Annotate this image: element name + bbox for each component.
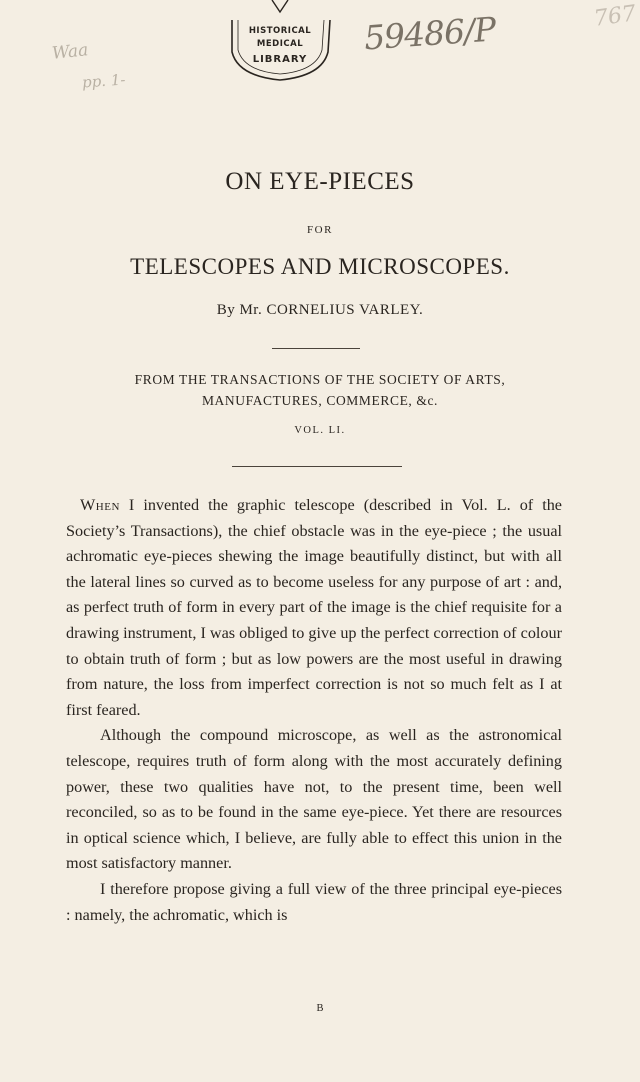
source-line-1: FROM THE TRANSACTIONS OF THE SOCIETY OF ARTS, [134,372,506,387]
page-title: ON EYE-PIECES [225,168,415,195]
divider-rule-1 [272,348,360,349]
paragraph-1-dropword: When [80,496,120,514]
author-byline: By Mr. CORNELIUS VARLEY. [216,302,424,318]
volume-line: VOL. LI. [294,425,346,436]
divider-rule-2 [232,466,402,467]
page-subtitle: TELESCOPES AND MICROSCOPES. [130,254,510,279]
pencil-note-1: Waa [51,40,90,64]
body-text [66,493,562,928]
stamp-line-1: HISTORICAL [248,26,312,36]
paragraph-2: Although the compound microscope, as well as the astronomical telescope, requires truth of form along with the most accurately defining power, these two qualities have not, to the present time, been well reconciled, so as to be found in the same eye-piece. Yet there are resources in optical science which, I believe, are fully able to effect this union in the most satisfactory manner. [66,726,562,873]
pencil-note-2: pp. 1- [81,70,126,92]
for-line: FOR [307,224,333,236]
paragraph-1 [66,493,562,723]
stamp-line-3: LIBRARY [252,54,308,65]
library-stamp [218,0,342,82]
corner-pencil-mark: 767 [592,1,638,32]
paragraph-1-text: I invented the graphic telescope (described in Vol. L. of the Society’s Transactions), the chief obstacle was in the eye-piece ; the usual achromatic eye-pieces shewing the image beautifully distinct, but with all the lateral lines so curved as to become useless for any purpose of art : and, as perfect truth of form in every part of the image is the chief requisite for a drawing instrument, I was obliged to give up the perfect correction of colour to obtain truth of form ; but as low powers are the most useful in drawing from nature, the loss from imperfect correction is not so much felt as I at first feared. [66,496,562,719]
accession-number: 59486/P [362,9,497,58]
stamp-line-2: MEDICAL [256,39,304,49]
signature-mark: B [316,1003,324,1014]
source-line-2: MANUFACTURES, COMMERCE, &c. [201,393,439,408]
paragraph-3: I therefore propose giving a full view of the three principal eye-pieces : namely, the achromatic, which is [66,879,562,924]
